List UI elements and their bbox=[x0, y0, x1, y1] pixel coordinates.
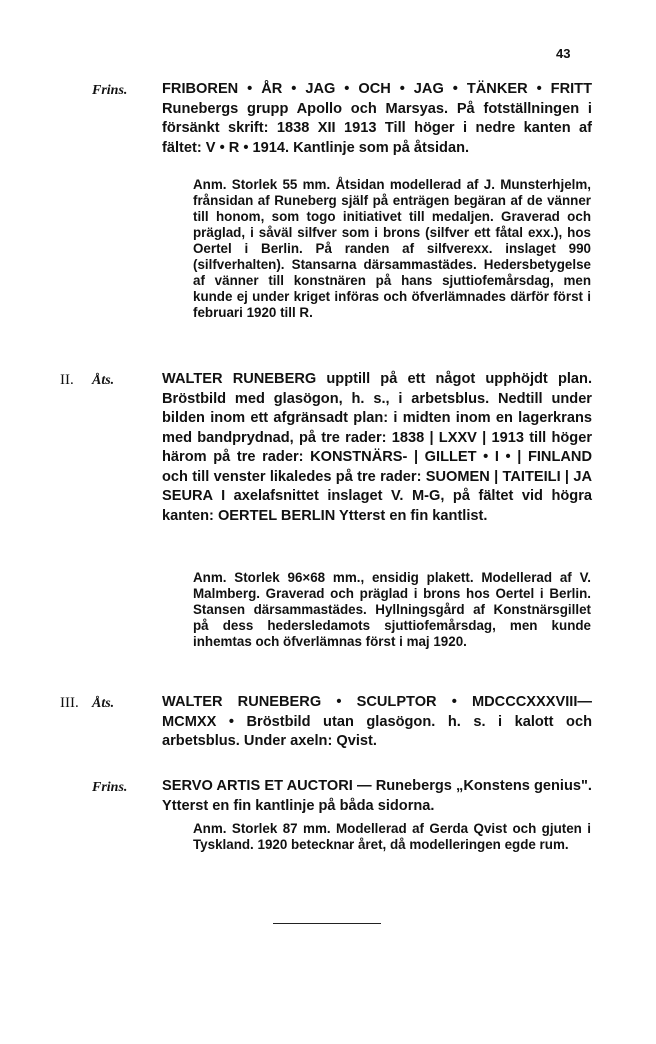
entry-annotation: Anm. Storlek 87 mm. Modellerad af Gerda Qvist och gjuten i Tyskland. 1920 betecknar året, då modelleringen egde rum. bbox=[193, 821, 591, 852]
page-number: 43 bbox=[556, 46, 571, 61]
entry-side-label: Åts. bbox=[92, 696, 115, 711]
entry-number: III. bbox=[60, 695, 79, 711]
entry-description: WALTER RUNEBERG • SCULPTOR • MDCCCXXXVIII— MCMXX • Bröstbild utan glasögon. h. s. i kalott och arbetsblus. Under axeln: Qvist. bbox=[162, 694, 592, 749]
end-rule bbox=[273, 923, 381, 924]
entry-description: WALTER RUNEBERG upptill på ett något upphöjdt plan. Bröstbild med glasögon, h. s., i arbetsblus. Nedtill under bilden inom ett afgränsadt plan: i midten inom en lagerkrans med bandprydnad, på tre rader: 1838 | LXXV | 1913 till höger härom på tre rader: KONSTNÄRS- | GILLET • I • | FINLAND och till venster likaledes på tre rader: SUOMEN | TAITEILI | JA SEURA I axelafsnittet inslaget V. M-G, på fältet vid högra kanten: OERTEL BERLIN Ytterst en fin kantlist. bbox=[162, 371, 592, 524]
entry-description: FRIBOREN • ÅR • JAG • OCH • JAG • TÄNKER • FRITT Runebergs grupp Apollo och Marsyas. På fotställningen i försänkt skrift: 1838 XII 1913 Till höger i nedre kanten af fältet: V • R • 1914. Kantlinje som på åtsidan. bbox=[162, 81, 592, 156]
entry-side-label: Frins. bbox=[92, 780, 128, 795]
entry-annotation: Anm. Storlek 55 mm. Åtsidan modellerad af J. Munsterhjelm, frånsidan af Runeberg själf på enträgen begäran af de vänner till honom, som togo initiativet till medaljen. Graverad och präglad, i såväl silfver som i brons (silfver ett fåtal exx.), hos Oertel i Berlin. På randen af silfverexx. inslaget 990 (silfverhalten). Stansarna därsammastädes. Hedersbetygelse af vänner till konstnären på hans sjuttiofemårsdag, men kunde ej under kriget införas och öfverlämnades därför först i februari 1920 till R. bbox=[193, 177, 591, 320]
entry-annotation: Anm. Storlek 96×68 mm., ensidig plakett. Modellerad af V. Malmberg. Graverad och präglad i brons hos Oertel i Berlin. Stansen därsammastädes. Hyllningsgård af Konstnärsgillet på dess hedersledamots sjuttiofemårsdag, men kunde inhemtas och öfverlämnas först i maj 1920. bbox=[193, 570, 591, 649]
entry-side-label: Frins. bbox=[92, 83, 128, 98]
entry-number: II. bbox=[60, 372, 74, 388]
entry-side-label: Åts. bbox=[92, 373, 115, 388]
entry-description: SERVO ARTIS ET AUCTORI — Runebergs „Konstens genius". Ytterst en fin kantlinje på båda sidorna. bbox=[162, 778, 592, 814]
